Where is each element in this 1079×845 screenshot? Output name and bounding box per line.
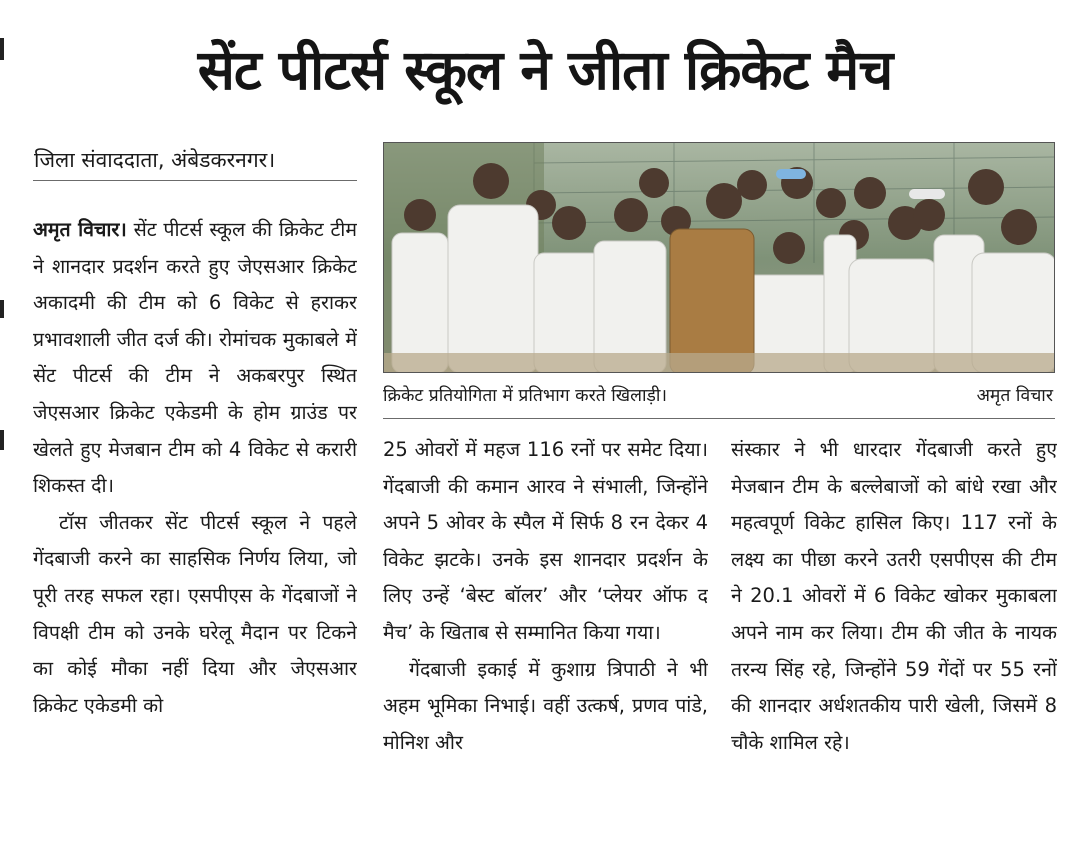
lead-source: अमृत विचार। (33, 218, 127, 241)
left-edge-mark (0, 430, 4, 450)
team-photo (383, 142, 1055, 373)
article-paragraph-1 (33, 212, 357, 505)
caption-rule (383, 418, 1055, 419)
headline: सेंट पीटर्स स्कूल ने जीता क्रिकेट मैच (197, 38, 893, 102)
article-column-3 (731, 432, 1057, 834)
left-edge-mark (0, 300, 4, 318)
article-paragraph-3: गेंदबाजी इकाई में कुशाग्र त्रिपाठी ने भी अहम भूमिका निभाई। वहीं उत्कर्ष, प्रणव पांडे, मोनिश और (383, 657, 708, 754)
caption-text: क्रिकेट प्रतियोगिता में प्रतिभाग करते खिलाड़ी। (383, 386, 668, 406)
photo-credit: अमृत विचार (976, 386, 1053, 406)
article-paragraph-2: टॉस जीतकर सेंट पीटर्स स्कूल ने पहले गेंदबाजी करने का साहसिक निर्णय लिया, जो पूरी तरह सफल रहा। एसपीएस के गेंदबाजों ने विपक्षी टीम को उनके घरेलू मैदान पर टिकने का कोई मौका नहीं दिया और जेएसआर क्रिकेट एकेडमी को (33, 510, 357, 717)
dateline-rule (33, 180, 357, 181)
paragraph-2-continued: 25 ओवरों में महज 116 रनों पर समेट दिया। गेंदबाजी की कमान आरव ने संभाली, जिन्होंने अपने 5 ओवर के स्पैल में सिर्फ 8 रन देकर 4 विकेट झटके। उनके इस शानदार प्रदर्शन के लिए उन्हें ‘बेस्ट बॉलर’ और ‘प्लेयर ऑफ द मैच’ के खिताब से सम्मानित किया गया। (383, 438, 708, 644)
article-column-2 (383, 432, 708, 834)
paragraph-3-continued: संस्कार ने भी धारदार गेंदबाजी करते हुए मेजबान टीम के बल्लेबाजों को बांधे रखा और महत्वपूर्ण विकेट हासिल किए। 117 रनों के लक्ष्य का पीछा करने उतरी एसपीएस की टीम ने 20.1 ओवरों में 6 विकेट खोकर मुकाबला अपने नाम कर लिया। टीम की जीत के नायक तरन्य सिंह रहे, जिन्होंने 59 गेंदों पर 55 रनों की शानदार अर्धशतकीय पारी खेली, जिसमें 8 चौके शामिल रहे। (731, 438, 1057, 754)
article-column-1 (33, 212, 357, 834)
dateline: जिला संवाददाता, अंबेडकरनगर। (34, 148, 276, 172)
photo-caption (383, 380, 1055, 412)
left-edge-mark (0, 38, 4, 60)
team-photo-illustration (384, 143, 1055, 373)
paragraph-1-text: सेंट पीटर्स स्कूल की क्रिकेट टीम ने शानदार प्रदर्शन करते हुए जेएसआर क्रिकेट अकादमी की टीम को 6 विकेट से हराकर प्रभावशाली जीत दर्ज की। रोमांचक मुकाबले में सेंट पीटर्स की टीम ने अकबरपुर स्थित जेएसआर क्रिकेट एकेडमी के होम ग्राउंड पर खेलते हुए मेजबान टीम को 4 विकेट से करारी शिकस्त दी। (33, 218, 357, 498)
